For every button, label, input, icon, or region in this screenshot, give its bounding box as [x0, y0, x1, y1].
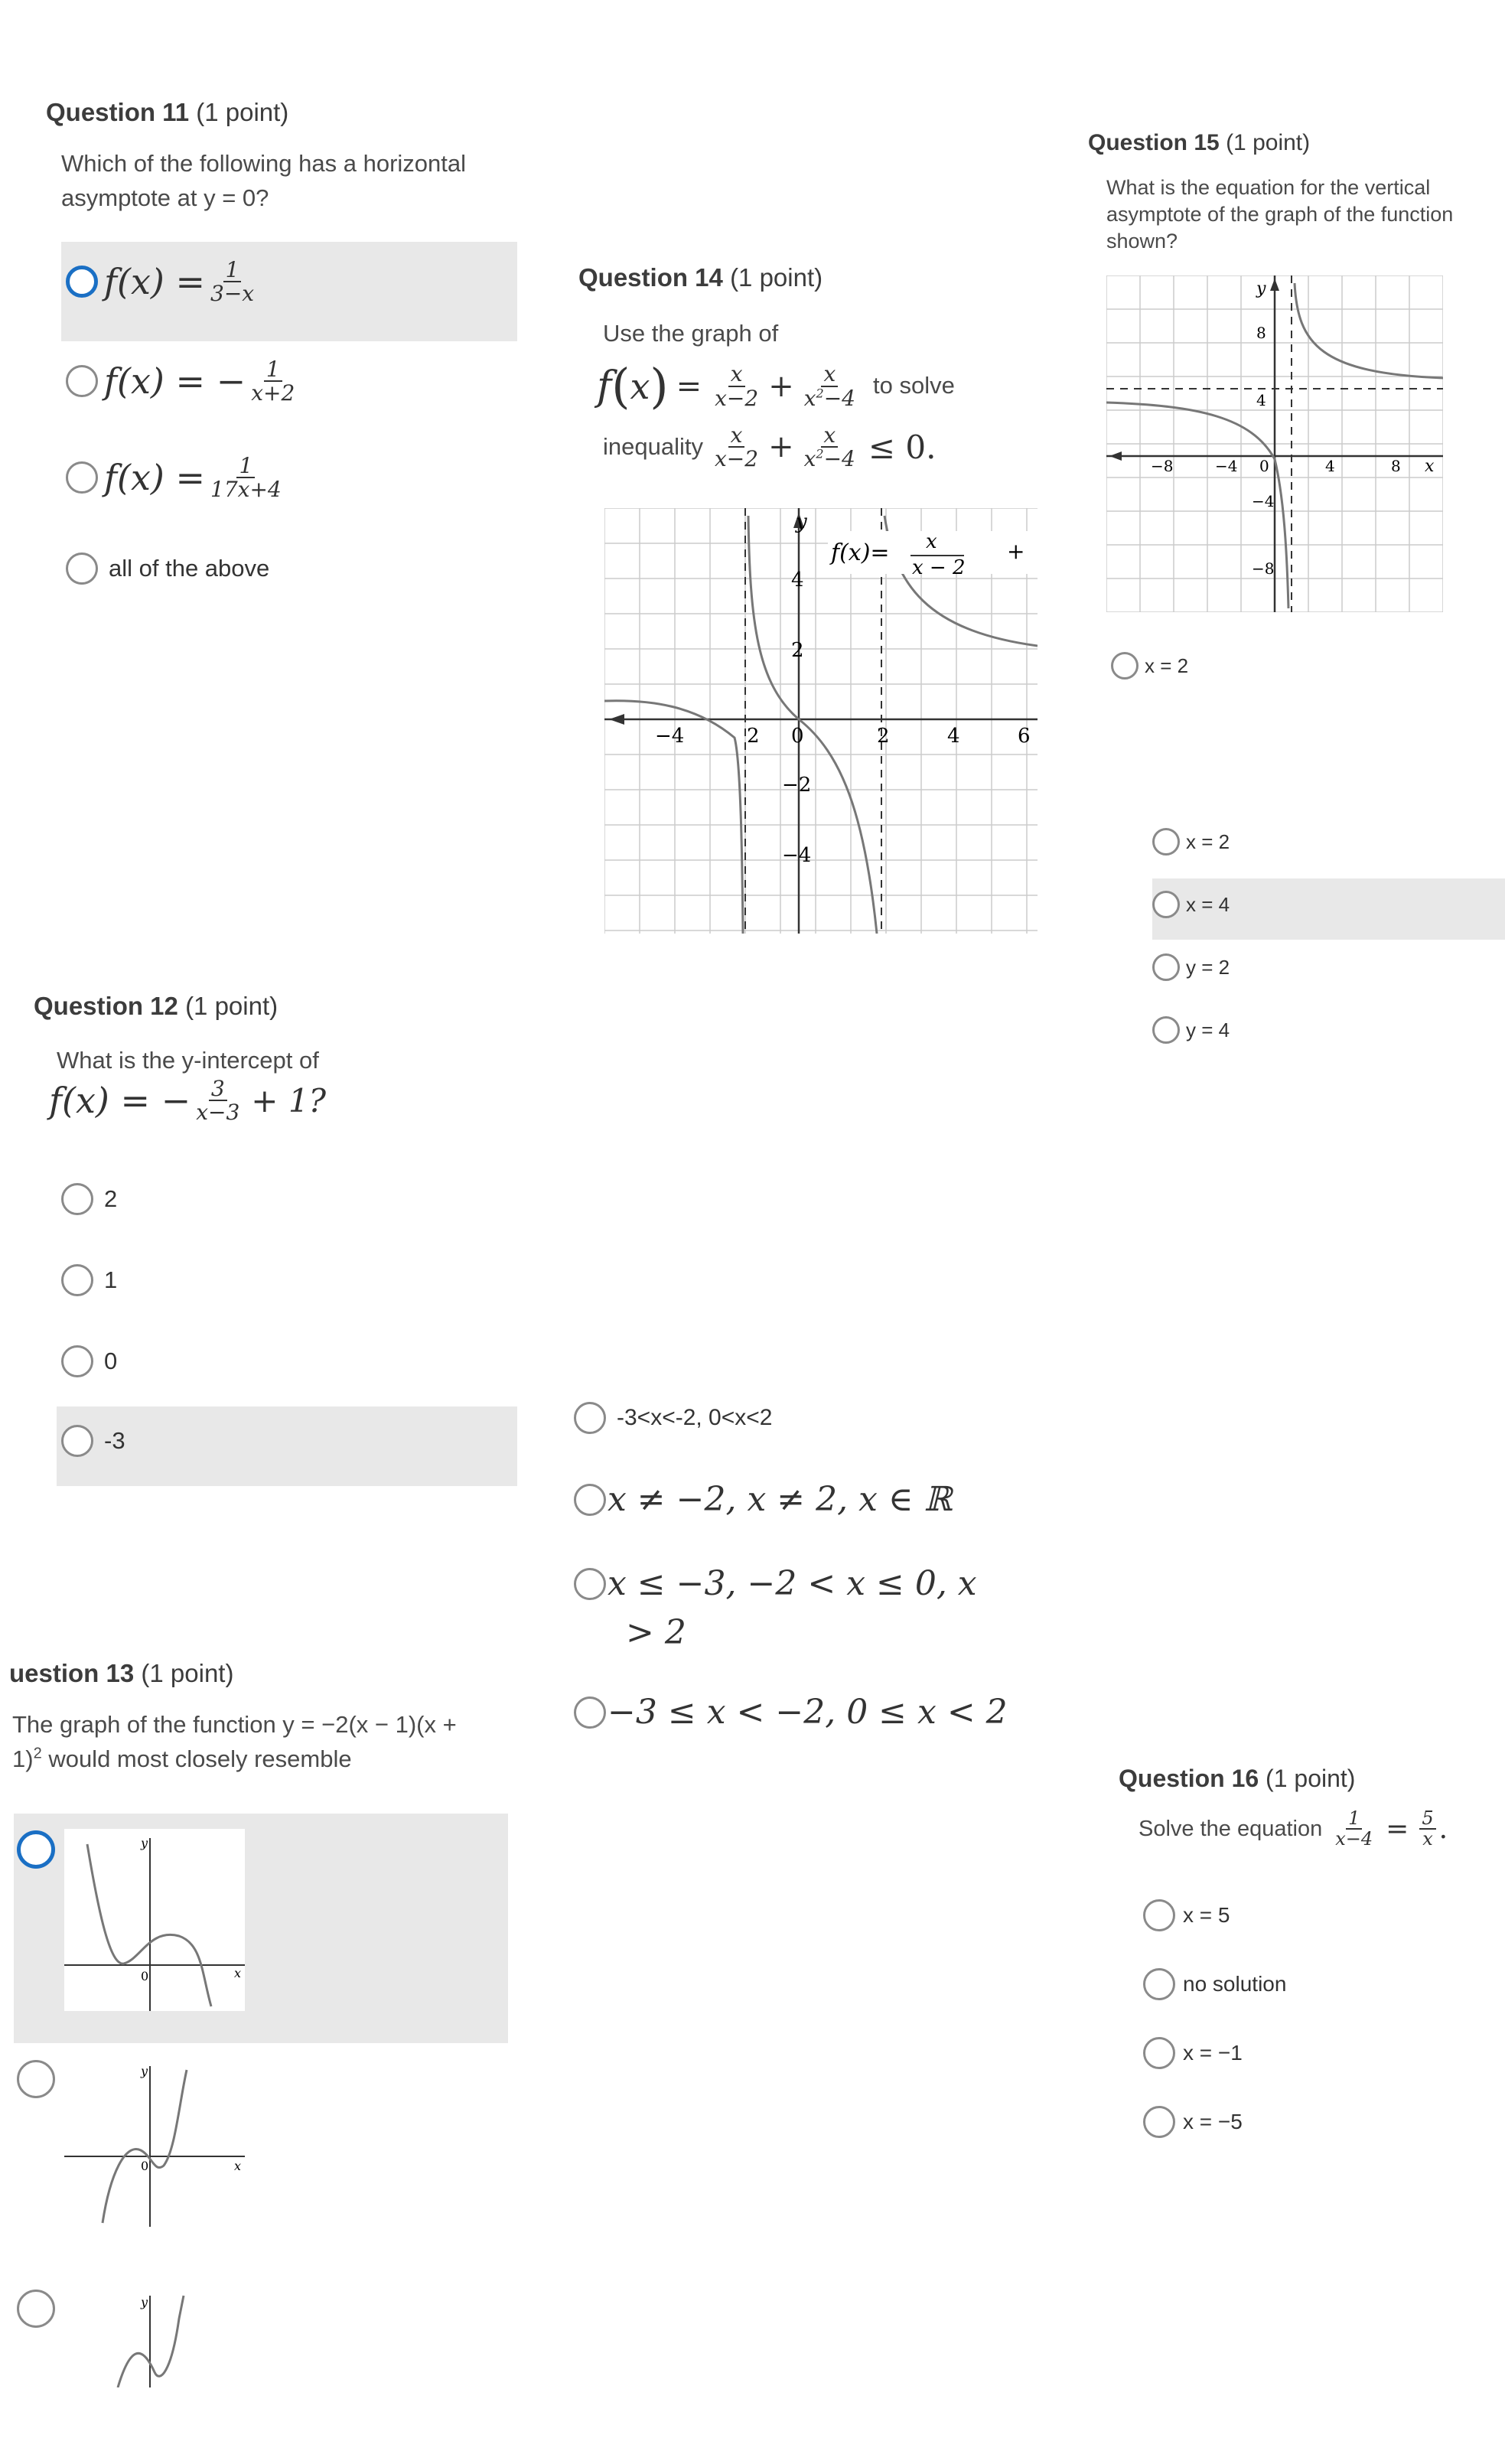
y-axis-label: y [796, 510, 807, 533]
q15-option-4[interactable] [1152, 953, 1230, 981]
x-tick-4: 4 [1325, 457, 1335, 475]
q13-radio-3[interactable] [17, 2290, 55, 2328]
q12-title: Question 12 (1 point) [34, 992, 279, 1020]
graph-frac-den: x − 2 [912, 556, 966, 579]
q16-radio-4[interactable] [1143, 2106, 1175, 2138]
q12-radio-3[interactable] [61, 1345, 93, 1377]
q11-option-2-lhs: f(x) = − [104, 360, 246, 403]
y-tick-neg8: −8 [1252, 559, 1275, 578]
q12-option-4[interactable] [61, 1425, 125, 1457]
q11-radio-1[interactable] [66, 266, 98, 298]
q15-graph [1106, 275, 1443, 612]
y-tick-neg4: −4 [782, 844, 812, 867]
q15-option-3[interactable] [1152, 891, 1230, 918]
q15-option-2-label: x = 2 [1186, 829, 1230, 853]
graph-plus: + [1007, 539, 1025, 564]
y-axis-label: y [1256, 279, 1266, 298]
q14-radio-1[interactable] [574, 1402, 606, 1434]
q14-radio-4[interactable] [574, 1696, 606, 1729]
y-tick-4: 4 [1256, 391, 1266, 409]
q14-option-2-label: x ≠ −2, x ≠ 2, x ∈ ℝ [608, 1480, 953, 1519]
q15-radio-4[interactable] [1152, 953, 1180, 981]
q13-option-1-graph [64, 1829, 245, 2011]
q16-option-1[interactable] [1143, 1899, 1230, 1931]
q12-option-3-label: 0 [104, 1348, 118, 1374]
q16-option-1-label: x = 5 [1183, 1903, 1230, 1927]
q11-option-4-label: all of the above [109, 555, 270, 582]
q14-option-4-label: −3 ≤ x < −2, 0 ≤ x < 2 [608, 1693, 1008, 1732]
graph-frac-num: x [926, 530, 937, 553]
x-tick-neg2: 2 [747, 725, 760, 748]
x-tick-6: 6 [1018, 725, 1031, 748]
q15-title: Question 15 (1 point) [1088, 130, 1311, 155]
q16-option-4-label: x = −5 [1183, 2110, 1243, 2133]
x-axis-arrow [1109, 451, 1122, 461]
y-tick-2: 2 [791, 639, 804, 662]
q12-option-4-label: -3 [104, 1427, 125, 1454]
q15-option-4-label: y = 2 [1186, 955, 1230, 979]
q12-option-2-label: 1 [104, 1266, 118, 1293]
q15-option-2[interactable] [1152, 828, 1230, 856]
q16-option-2-label: no solution [1183, 1972, 1287, 1996]
curve [103, 2070, 187, 2223]
x-tick-8: 8 [1391, 457, 1401, 475]
q12-option-3[interactable] [61, 1345, 117, 1377]
q11-option-2-fraction: $\frac{1}{x+2}$ [251, 357, 295, 406]
q11-option-4[interactable] [66, 552, 269, 585]
q15-radio-2[interactable] [1152, 828, 1180, 856]
origin-label: 0 [141, 1969, 149, 1983]
q11-title: Question 11 (1 point) [46, 98, 289, 126]
q11-option-3-lhs: f(x) = [104, 457, 206, 499]
x-axis-arrow [609, 714, 624, 725]
x-axis-label: x [234, 1966, 242, 1980]
q15-option-5[interactable] [1152, 1016, 1230, 1044]
q12-option-1-label: 2 [104, 1185, 118, 1212]
q12-selected-highlight [57, 1406, 517, 1486]
q16-radio-2[interactable] [1143, 1968, 1175, 2000]
q16-radio-3[interactable] [1143, 2037, 1175, 2069]
q11-radio-2[interactable] [66, 365, 98, 397]
q16-prompt: Solve the equation $\frac{1}{x-4}$ = $\frac{5}{x}$ . [1139, 1807, 1448, 1850]
q16-option-4[interactable] [1143, 2106, 1243, 2138]
graph-label: f(x)= [831, 539, 890, 566]
q15-radio-1[interactable] [1111, 652, 1139, 680]
x-tick-4: 4 [947, 725, 960, 748]
x-axis-label: x [234, 2159, 242, 2173]
q14-radio-2[interactable] [574, 1484, 606, 1516]
q14-option-4[interactable] [574, 1693, 1008, 1732]
q15-option-5-label: y = 4 [1186, 1018, 1230, 1041]
x-tick-0: 0 [1259, 457, 1269, 475]
q15-option-1-label: x = 2 [1145, 653, 1189, 677]
q14-graph [604, 508, 1038, 934]
y-axis-arrow [1270, 279, 1279, 291]
q11-option-1-lhs: f(x) = [104, 261, 206, 303]
q14-function: f ( x ) = $\frac{x}{x-2}$ + $\frac{x}{x^2-4}$ to solve [597, 358, 955, 414]
q13-radio-1[interactable] [17, 1830, 55, 1869]
q14-inequality: inequality $\frac{x}{x-2}$ + $\frac{x}{x^2-4}$ ≤ 0. [603, 422, 937, 472]
q11-prompt: Which of the following has a horizontal asymptote at y = 0? [61, 150, 467, 211]
x-tick-2: 2 [877, 725, 890, 748]
y-tick-8: 8 [1256, 324, 1266, 342]
y-tick-4: 4 [791, 569, 804, 592]
x-tick-neg4: −4 [1215, 457, 1238, 475]
q13-option-3[interactable] [17, 2290, 55, 2328]
q13-radio-2[interactable] [17, 2060, 55, 2098]
y-tick-labels [1252, 324, 1274, 578]
q11-option-1-fraction: $\frac{1}{3-x}$ [210, 257, 255, 307]
q13-prompt: The graph of the function y = −2(x − 1)(x + 1)$^2$ would most closely resemble [12, 1711, 457, 1772]
origin-label: 0 [141, 2159, 149, 2173]
q12-function: f(x) = − $\frac{3}{x-3}$ + 1? [49, 1076, 327, 1126]
q13-option-2-graph [64, 2058, 245, 2227]
q14-option-3[interactable] [574, 1564, 977, 1603]
x-tick-neg4: −4 [655, 725, 685, 748]
q12-radio-1[interactable] [61, 1183, 93, 1215]
y-axis-label: y [141, 1836, 148, 1850]
q15-option-3-label: x = 4 [1186, 892, 1230, 916]
q16-title: Question 16 (1 point) [1119, 1765, 1356, 1792]
q15-radio-3[interactable] [1152, 891, 1180, 918]
x-tick-0: 0 [791, 725, 804, 748]
q13-title: uestion 13 (1 point) [9, 1659, 234, 1687]
q14-prompt: Use the graph of [603, 320, 779, 347]
x-tick-neg8: −8 [1151, 457, 1174, 475]
y-tick-neg2: −2 [782, 774, 812, 797]
q11-option-3[interactable] [66, 455, 287, 501]
q13-option-1[interactable] [17, 1830, 55, 1869]
q15-prompt: What is the equation for the vertical asymptote of the graph of the function shown? [1106, 176, 1454, 253]
q16-option-3[interactable] [1143, 2037, 1243, 2069]
y-axis-label: y [141, 2295, 148, 2309]
q15-option-1[interactable] [1111, 652, 1188, 680]
q14-option-1[interactable] [574, 1402, 772, 1434]
y-axis-label: y [141, 2064, 148, 2078]
q14-title: Question 14 (1 point) [578, 263, 823, 292]
q11-option-3-fraction: $\frac{1}{17x+4}$ [210, 453, 282, 503]
q14-option-3-label: x ≤ −3, −2 < x ≤ 0, x [608, 1564, 977, 1603]
x-axis-label: x [1425, 457, 1435, 476]
q16-radio-1[interactable] [1143, 1899, 1175, 1931]
q12-option-1[interactable] [61, 1183, 117, 1215]
q12-radio-4[interactable] [61, 1425, 93, 1457]
q11-radio-4[interactable] [66, 552, 98, 585]
q12-radio-2[interactable] [61, 1264, 93, 1296]
graph-background [64, 1829, 245, 2011]
q13-option-2[interactable] [17, 2060, 55, 2098]
q11-option-2[interactable] [66, 358, 300, 405]
q11-radio-3[interactable] [66, 461, 98, 494]
q16-option-2[interactable] [1143, 1968, 1286, 2000]
curve-right [1295, 283, 1443, 378]
q14-option-2[interactable] [574, 1480, 952, 1519]
q12-option-2[interactable] [61, 1264, 117, 1296]
q14-radio-3[interactable] [574, 1568, 606, 1600]
q11-option-1[interactable] [66, 259, 259, 305]
x-tick-labels [655, 725, 1031, 748]
q14-option-1-label: -3<x<-2, 0<x<2 [617, 1405, 773, 1430]
y-tick-neg4: −4 [1252, 492, 1275, 510]
q13-option-3-graph [64, 2288, 245, 2387]
q16-option-3-label: x = −1 [1183, 2041, 1243, 2065]
q12-prompt: What is the y-intercept of [57, 1047, 319, 1074]
q14-option-3-continued: > 2 [626, 1613, 686, 1652]
q15-radio-5[interactable] [1152, 1016, 1180, 1044]
